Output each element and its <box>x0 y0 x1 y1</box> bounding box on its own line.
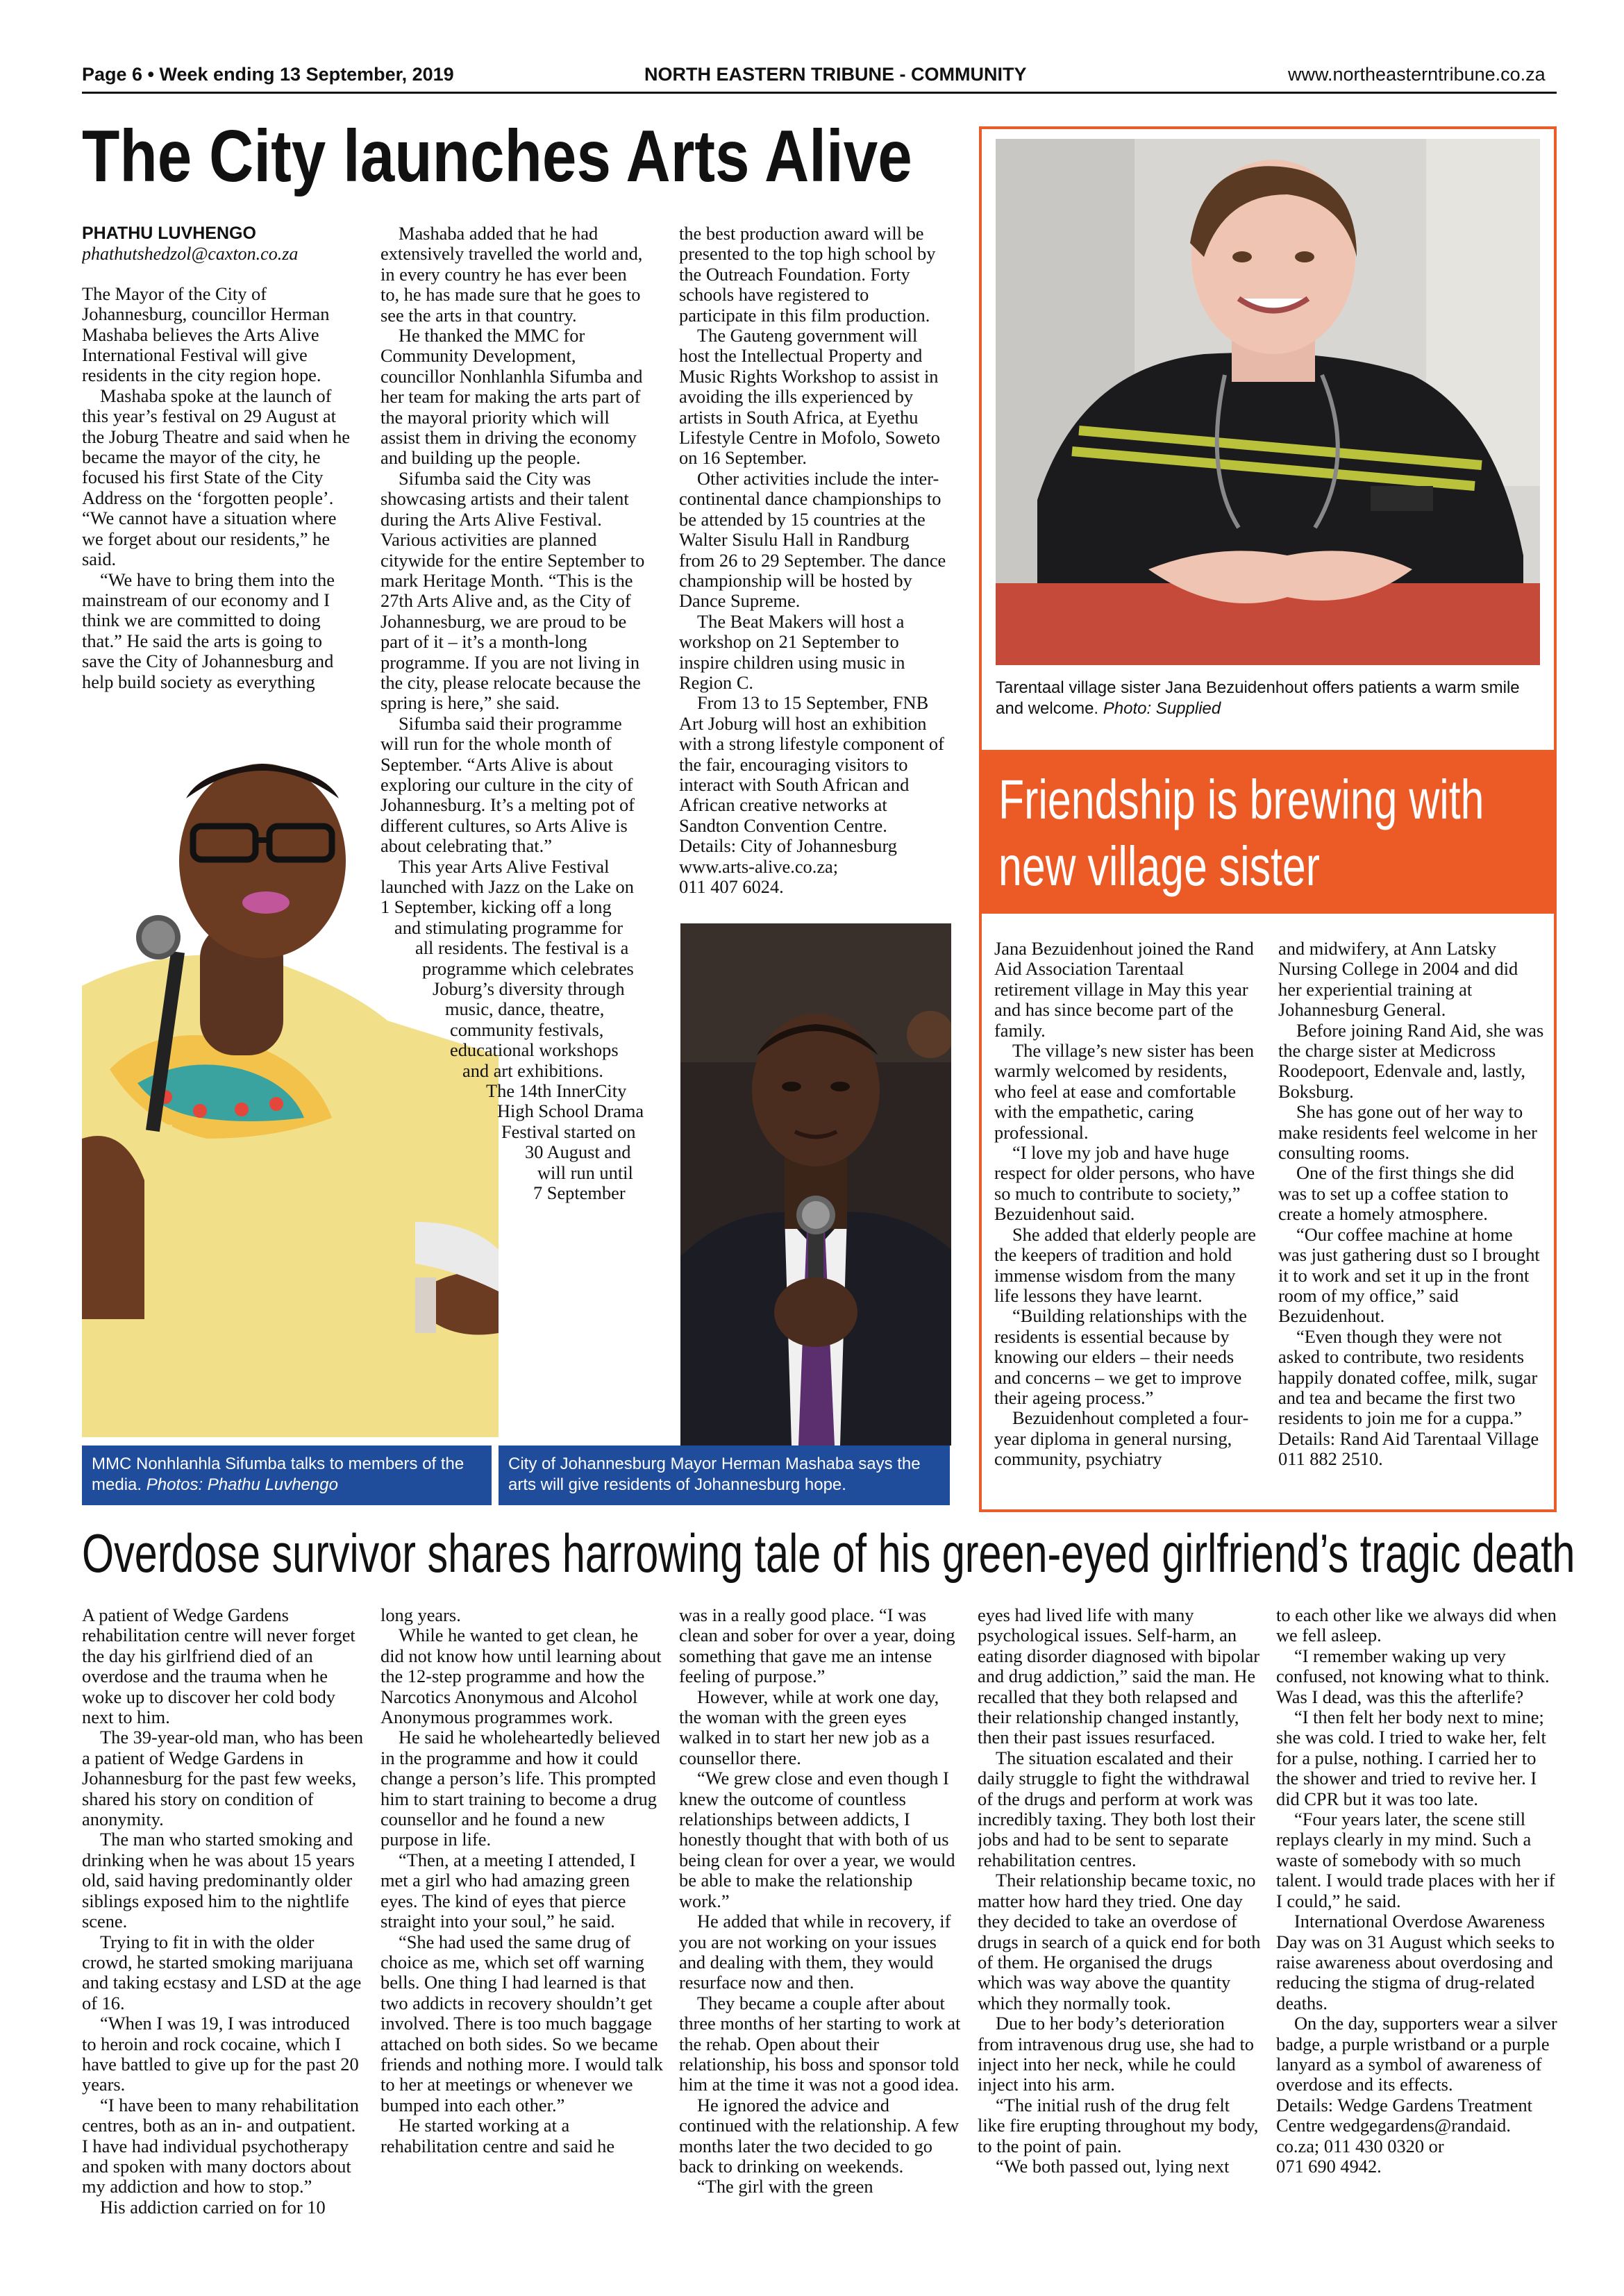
story3-paragraph: “The initial rush of the drug felt like fire erupting throughout my body, to the point of pain. <box>978 2094 1259 2156</box>
story2-headline-line: new village sister <box>998 835 1320 897</box>
story1-paragraph: Sifumba said the City was showcasing artists and their talent during the Arts Alive Festival. Various activities are planned citywide for the entire September to mark Heritage Month. “This is the 27th Arts Alive and, as the City of Johannesburg, we are proud to be part of it – it’s a month-long programme. If you are not living in the city, please relocate because the spring is here,” she said. <box>380 467 645 714</box>
story1-paragraph: Mashaba added that he had extensively travelled the world and, in every country he has ever been to, he has made sure that he goes to see the arts in that country. <box>380 224 643 326</box>
story3-paragraph: eyes had lived life with many psychological issues. Self-harm, an eating disorder diagnosed with bipolar and drug addiction,” said the man. He recalled that they both relapsed and their relationship changed instantly, then their past issues resurfaced. <box>978 1605 1260 1748</box>
story1-byline: PHATHU LUVHENGO <box>82 224 256 243</box>
story1-details-line: 011 407 6024. <box>679 876 784 897</box>
story3-paragraph: They became a couple after about three months of her starting to work at the rehab. Open about their relationship, his boss and sponsor told him at the time it was not a good idea. <box>679 1992 961 2095</box>
story3-paragraph: “She had used the same drug of choice as me, which set off warning bells. One thing I had learned is that two addicts in recovery shouldn’t get involved. There is too much baggage attached on both sides. So we became friends and nothing more. I would talk to her at meetings or whenever we bumped into each other.” <box>380 1931 663 2115</box>
story1-wrap-line: will run until <box>537 1162 633 1183</box>
story2-column-2 <box>1278 939 1546 1494</box>
story3-paragraph: A patient of Wedge Gardens rehabilitation centre will never forget the day his girlfriend died of an overdose and the trauma when he woke up to discover her cold body next to him. <box>82 1605 355 1728</box>
photo-bezuidenhout <box>996 139 1540 665</box>
story1-wrap-line: and art exhibitions. <box>462 1059 604 1081</box>
story2-details: Details: Rand Aid Tarentaal Village 011 882 2510. <box>1278 1427 1539 1470</box>
story3-paragraph: was in a really good place. “I was clean and sober for over a year, doing something that gave me an intense feeling of purpose.” <box>679 1605 955 1687</box>
story1-wrap-line: community festivals, <box>450 1019 604 1040</box>
story3-paragraph: to each other like we always did when we fell asleep. <box>1276 1605 1557 1646</box>
story3-details-line: Details: Wedge Gardens Treatment <box>1276 2094 1532 2115</box>
story3-column-2 <box>380 1605 664 2272</box>
story2-paragraph: Jana Bezuidenhout joined the Rand Aid Association Tarentaal retirement village in May this year and has since become part of the family. <box>994 939 1254 1041</box>
story1-paragraph: the best production award will be presented to the top high school by the Outreach Foundation. Forty schools have registered to participate in this film production. <box>679 224 936 326</box>
story3-headline: Overdose survivor shares harrowing tale of his green-eyed girlfriend’s tragic death <box>82 1523 1575 1584</box>
story3-paragraph: Trying to fit in with the older crowd, he started smoking marijuana and taking ecstasy and LSD at the age of 16. <box>82 1931 362 2013</box>
story3-details-line: co.za; 011 430 0320 or <box>1276 2135 1444 2156</box>
story3-paragraph: However, while at work one day, the woman with the green eyes walked in to start her new job as a counsellor there. <box>679 1686 939 1768</box>
story3-column-4 <box>978 1605 1261 2272</box>
nurse-photo-box <box>979 126 1557 753</box>
story1-wrap-line: programme which celebrates <box>422 957 634 979</box>
story3-paragraph: “The girl with the green <box>697 2176 873 2197</box>
story3-paragraph: The 39-year-old man, who has been a patient of Wedge Gardens in Johannesburg for the past few weeks, shared his story on condition of anonymity. <box>82 1727 364 1830</box>
photo-caption-bezuidenhout <box>996 678 1544 719</box>
story2-headline-line: Friendship is brewing with <box>998 769 1484 830</box>
story3-paragraph: “Four years later, the scene still replays clearly in my mind. Such a waste of somebody with so much talent. I would trade places with her if I could,” he said. <box>1276 1809 1555 1911</box>
story3-paragraph: “When I was 19, I was introduced to heroin and rock cocaine, which I have battled to give up for the past 20 years. <box>82 2013 359 2095</box>
story1-wrap-line: 30 August and <box>525 1141 631 1163</box>
story3-paragraph: “I remember waking up very confused, not knowing what to think. Was I dead, was this the afterlife? <box>1276 1645 1550 1707</box>
page-info: Page 6 • Week ending 13 September, 2019 <box>82 64 454 85</box>
story3-paragraph: He said he wholeheartedly believed in the programme and how it could change a person’s life. This prompted him to start training to become a drug counsellor and he found a new purpose in life. <box>380 1727 660 1850</box>
masthead-rule <box>82 92 1557 94</box>
photo-mashaba <box>680 923 951 1446</box>
story1-paragraph: From 13 to 15 September, FNB Art Joburg will host an exhibition with a strong lifestyle component of the fair, encouraging visitors to interact with South African and African creative networks at Sandton Convention Centre. <box>679 692 944 836</box>
story1-paragraph: He thanked the MMC for Community Development, councillor Nonhlanhla Sifumba and her team for making the arts part of the mayoral priority which will assist them in driving the economy and building up the people. <box>380 325 643 469</box>
story2-paragraph: “Our coffee machine at home was just gathering dust so I brought it to work and set it up in the front room of my office,” said Bezuidenhout. <box>1278 1223 1540 1327</box>
story3-paragraph: “Then, at a meeting I attended, I met a girl who had amazing green eyes. The kind of eyes that pierce straight into your soul,” he said. <box>380 1849 636 1932</box>
story3-paragraph: long years. <box>380 1605 461 1625</box>
story1-paragraph: Other activities include the inter-continental dance championships to be attended by 15 countries at the Walter Sisulu Hall in Randburg from 26 to 29 September. The dance championship will be hosted by Dance Supreme. <box>679 467 946 612</box>
story1-headline: The City launches Arts Alive <box>82 115 912 197</box>
story1-wrap-line: launched with Jazz on the Lake on <box>380 876 634 897</box>
story2-paragraph: “I love my job and have huge respect for older persons, who have so much to contribute to society,” Bezuidenhout said. <box>994 1142 1255 1225</box>
story2-paragraph: Bezuidenhout completed a four-year diploma in general nursing, community, psychiatry <box>994 1407 1249 1470</box>
story3-paragraph: Their relationship became toxic, no matter how hard they tried. One day they decided to take an overdose of drugs in search of a quick end for both of them. He organised the drugs which was way above the quantity which they normally took. <box>978 1870 1261 2013</box>
story1-paragraph: “We have to bring them into the mainstream of our economy and I think we are committed to doing that.” He said the arts is going to save the City of Johannesburg and help build society as everything <box>82 569 335 692</box>
story2-headline <box>998 766 1484 900</box>
story2-text-box <box>979 914 1557 1512</box>
story2-paragraph: and midwifery, at Ann Latsky Nursing College in 2004 and did her experiential training at Johannesburg General. <box>1278 939 1518 1021</box>
story1-wrap-line: Festival started on <box>501 1121 636 1142</box>
story3-details-line[interactable]: Centre wedgegardens@randaid. <box>1276 2115 1511 2136</box>
story3-paragraph: He ignored the advice and continued with the relationship. A few months later the two decided to go back to drinking on weekends. <box>679 2094 960 2177</box>
story1-wrap-line: 1 September, kicking off a long <box>380 896 612 918</box>
story1-wrap-line: This year Arts Alive Festival <box>399 855 610 877</box>
story3-column-3 <box>679 1605 962 2272</box>
story1-wrap-line: educational workshops <box>450 1039 619 1061</box>
caption-sifumba-credit: Photos: Phathu Luvhengo <box>146 1475 338 1494</box>
story1-wrap-line: and stimulating programme for <box>394 916 623 938</box>
story1-email: phathutshedzol@caxton.co.za <box>82 244 299 265</box>
story2-paragraph: One of the first things she did was to set up a coffee station to create a homely atmosphere. <box>1278 1162 1514 1225</box>
story1-column-1 <box>82 224 351 751</box>
paper-url[interactable]: www.northeasterntribune.co.za <box>1288 64 1546 85</box>
story1-wrap-line: all residents. The festival is a <box>415 937 629 959</box>
story2-paragraph: She has gone out of her way to make residents feel welcome in her consulting rooms. <box>1278 1101 1537 1164</box>
photo-bezuidenhout-drawing <box>996 139 1540 665</box>
story3-paragraph: Due to her body’s deterioration from intravenous drug use, she had to inject into her neck, while he could inject into his arm. <box>978 2013 1254 2095</box>
story3-paragraph: “We both passed out, lying next <box>996 2155 1230 2177</box>
story1-paragraph: Mashaba spoke at the launch of this year’s festival on 29 August at the Joburg Theatre and said when he became the mayor of the city, he focused his first State of the City Address on the ‘forgotten people’. “We cannot have a situation where we forget about our residents,” he said. <box>82 385 350 570</box>
caption-mashaba: City of Johannesburg Mayor Herman Mashaba says the arts will give residents of Johannesburg hope. <box>499 1446 950 1505</box>
story2-column-1 <box>994 939 1262 1494</box>
story3-paragraph: The man who started smoking and drinking when he was about 15 years old, said having predominantly older siblings exposed him to the nightlife scene. <box>82 1829 355 1932</box>
story2-paragraph: Before joining Rand Aid, she was the charge sister at Medicross Roodepoort, Edenvale and, lastly, Boksburg. <box>1278 1019 1544 1102</box>
story3-column-1 <box>82 1605 365 2272</box>
story1-wrap-line: The 14th InnerCity <box>486 1080 627 1102</box>
story2-paragraph: “Even though they were not asked to contribute, two residents happily donated coffee, milk, sugar and tea and became the first two residents to join me for a cuppa.” <box>1278 1325 1538 1429</box>
photo-caption-text: Tarentaal village sister Jana Bezuidenhout offers patients a warm smile and welcome. <box>996 678 1520 718</box>
story1-wrap-line: 7 September <box>533 1182 626 1204</box>
story1-wrap-line: music, dance, theatre, <box>445 998 605 1020</box>
photo-mashaba-drawing <box>680 923 951 1446</box>
story3-paragraph: While he wanted to get clean, he did not know how until learning about the 12-step programme and how the Narcotics Anonymous and Alcohol Anonymous programmes work. <box>380 1625 662 1728</box>
story1-paragraph: The Beat Makers will host a workshop on 21 September to inspire children using music in Region C. <box>679 610 905 693</box>
story3-paragraph: On the day, supporters wear a silver badge, a purple wristband or a purple lanyard as a symbol of awareness of overdose and its effects. <box>1276 2013 1557 2095</box>
story1-column-3 <box>679 224 948 904</box>
story1-details-line: Details: City of Johannesburg <box>679 835 897 857</box>
story2-paragraph: She added that elderly people are the keepers of tradition and hold immense wisdom from the many life lessons they have learnt. <box>994 1223 1256 1306</box>
story3-paragraph: International Overdose Awareness Day was on 31 August which seeks to raise awareness about overdosing and reducing the stigma of drug-related deaths. <box>1276 1911 1555 2013</box>
story1-paragraph: The Mayor of the City of Johannesburg, councillor Herman Mashaba believes the Arts Alive International Festival will give residents in the city region hope. <box>82 283 330 386</box>
story1-column-2 <box>380 224 650 1251</box>
story1-wrap-line: Joburg’s diversity through <box>433 978 625 1000</box>
story3-paragraph: “We grew close and even though I knew the outcome of countless relationships between addicts, I honestly thought that with both of us being clean for over a year, we would be able to make the relationship work.” <box>679 1768 955 1911</box>
photo-caption-credit: Photo: Supplied <box>1103 699 1221 718</box>
story3-paragraph: “I then felt her body next to mine; she was cold. I tried to wake her, felt for a pulse, nothing. I carried her to the shower and tried to revive her. I did CPR but it was too late. <box>1276 1707 1546 1809</box>
story3-paragraph: He added that while in recovery, if you are not working on your issues and dealing with them, they would resurface now and then. <box>679 1911 951 1993</box>
story2-headline-box <box>979 753 1557 914</box>
caption-sifumba-text: MMC Nonhlanhla Sifumba talks to members of the media. <box>92 1455 464 1494</box>
story1-details-line[interactable]: www.arts-alive.co.za; <box>679 855 839 877</box>
story1-wrap-line: High School Drama <box>497 1100 644 1122</box>
story2-paragraph: “Building relationships with the residents is essential because by knowing our elders – their needs and concerns – we get to improve their ageing process.” <box>994 1305 1247 1408</box>
story2-paragraph: The village’s new sister has been warmly welcomed by residents, who feel at ease and comfortable with the empathetic, caring professional. <box>994 1040 1255 1143</box>
caption-sifumba <box>82 1446 492 1505</box>
story3-details-line: 071 690 4942. <box>1276 2155 1382 2177</box>
story1-paragraph: Sifumba said their programme will run for the whole month of September. “Arts Alive is about exploring our culture in the city of Johannesburg. It’s a melting pot of different cultures, so Arts Alive is about celebrating that.” <box>380 712 635 857</box>
story3-paragraph: His addiction carried on for 10 <box>100 2196 326 2218</box>
story3-paragraph: He started working at a rehabilitation centre and said he <box>380 2115 615 2156</box>
story3-paragraph: The situation escalated and their daily struggle to fight the withdrawal of the drugs and perform at work was incredibly taxing. They both lost their jobs and had to be sent to separate rehabilitation centres. <box>978 1747 1255 1870</box>
story3-paragraph: “I have been to many rehabilitation centres, both as an in- and outpatient. I have had individual psychotherapy and spoken with many doctors about my addiction and how to stop.” <box>82 2094 359 2197</box>
paper-name: NORTH EASTERN TRIBUNE - COMMUNITY <box>644 64 1027 85</box>
story3-column-5 <box>1276 1605 1559 2272</box>
story1-paragraph: The Gauteng government will host the Intellectual Property and Music Rights Workshop to assist in avoiding the ills experienced by artists in South Africa, at Eyethu Lifestyle Centre in Mofolo, Soweto on 16 September. <box>679 325 941 469</box>
